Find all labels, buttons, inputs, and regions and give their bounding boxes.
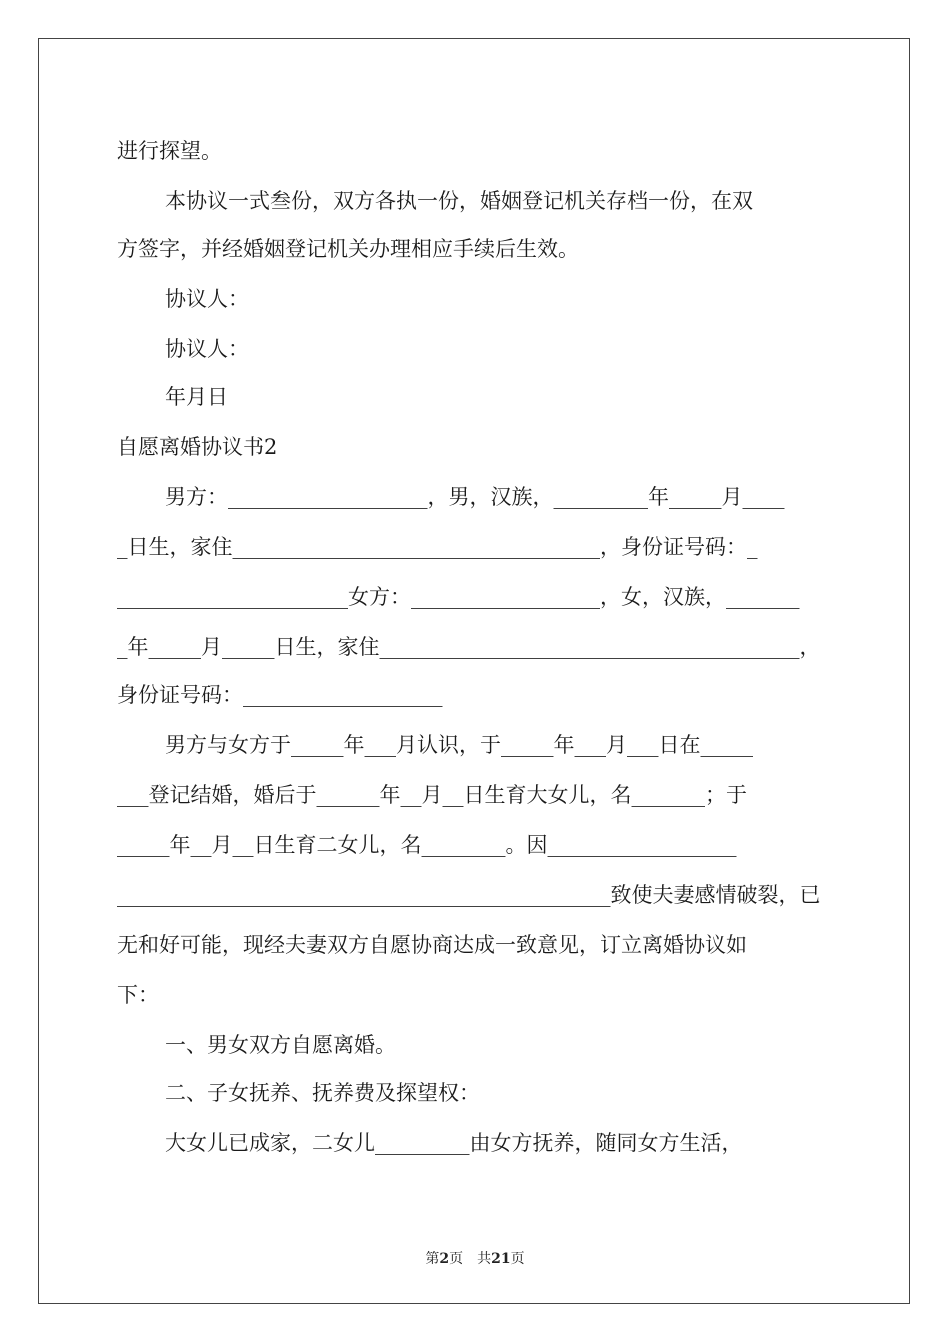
text-line: _____年__月__日生育二女儿，名________。因__________________ bbox=[117, 833, 737, 857]
page-border bbox=[38, 38, 910, 1304]
text-line: 一、男女双方自愿离婚。 bbox=[165, 1033, 396, 1057]
text-line: _年_____月_____日生，家住________________________________________， bbox=[117, 635, 821, 659]
section-title: 自愿离婚协议书2 bbox=[117, 435, 278, 459]
text-line: 协议人： bbox=[165, 337, 249, 361]
footer-prefix: 第 bbox=[425, 1251, 440, 1267]
text-line: _日生，家住___________________________________，身份证号码：_ bbox=[117, 535, 758, 559]
text-line: 大女儿已成家，二女儿_________由女方抚养，随同女方生活， bbox=[165, 1131, 743, 1155]
page-footer bbox=[0, 1248, 950, 1268]
footer-suffix: 页 bbox=[510, 1251, 525, 1267]
text-line: 身份证号码：___________________ bbox=[117, 683, 443, 707]
text-line: 无和好可能，现经夫妻双方自愿协商达成一致意见，订立离婚协议如 bbox=[117, 933, 747, 957]
text-line: 进行探望。 bbox=[117, 139, 222, 163]
text-line: 二、子女抚养、抚养费及探望权： bbox=[165, 1081, 480, 1105]
page-total: 21 bbox=[491, 1251, 511, 1267]
text-line: _______________________________________________致使夫妻感情破裂，已 bbox=[117, 883, 821, 907]
text-line: ___登记结婚，婚后于______年__月__日生育大女儿，名_______；于 bbox=[117, 783, 747, 807]
footer-mid: 页 共 bbox=[449, 1251, 492, 1267]
text-line: 男方：___________________，男，汉族，_________年_____月____ bbox=[165, 485, 785, 509]
text-line: 方签字，并经婚姻登记机关办理相应手续后生效。 bbox=[117, 237, 579, 261]
text-line: 协议人： bbox=[165, 287, 249, 311]
text-line: 本协议一式叁份，双方各执一份，婚姻登记机关存档一份，在双 bbox=[165, 189, 753, 213]
text-line: 年月日 bbox=[165, 385, 228, 409]
text-line: ______________________女方：__________________，女，汉族，_______ bbox=[117, 585, 800, 609]
text-line: 下： bbox=[117, 983, 159, 1007]
text-line: 男方与女方于_____年___月认识，于_____年___月___日在_____ bbox=[165, 733, 753, 757]
page-number: 2 bbox=[439, 1251, 450, 1267]
